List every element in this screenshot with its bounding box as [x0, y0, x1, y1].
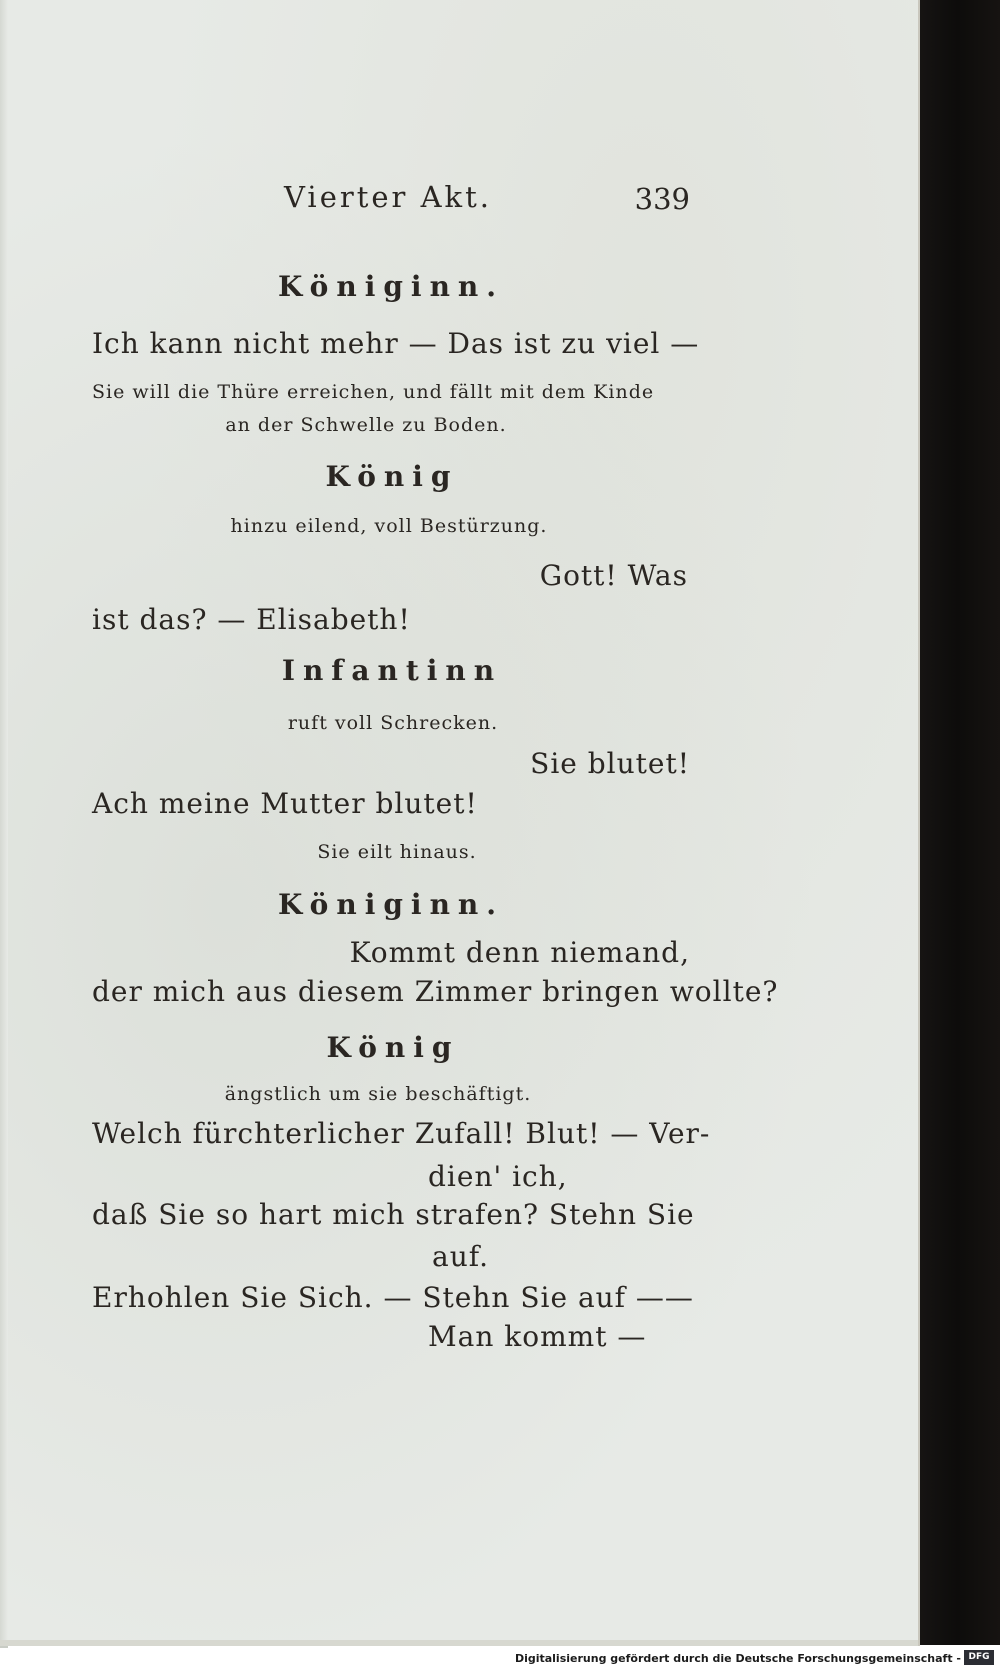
speaker-koeniginn: Königinn. — [277, 888, 505, 921]
running-head: Vierter Akt. — [283, 180, 493, 214]
stage-direction: Sie eilt hinaus. — [317, 841, 477, 863]
verse-line: Welch fürchterlicher Zufall! Blut! — Ver- — [92, 1117, 711, 1150]
verse-line: auf. — [432, 1240, 489, 1273]
verse-line: Man kommt — — [428, 1320, 647, 1353]
digitization-footer — [0, 1646, 1000, 1670]
corner-mark — [0, 1646, 8, 1648]
verse-line: Ich kann nicht mehr — Das ist zu viel — — [92, 327, 700, 360]
verse-line: Sie blutet! — [530, 747, 690, 780]
funding-credit: Digitalisierung gefördert durch die Deutsche Forschungsgemeinschaft - — [514, 1652, 961, 1665]
verse-line: der mich aus diesem Zimmer bringen wollte? — [92, 975, 779, 1008]
verse-line: daß Sie so hart mich strafen? Stehn Sie — [92, 1198, 695, 1231]
stage-direction: ruft voll Schrecken. — [287, 712, 499, 734]
speaker-koeniginn: Königinn. — [277, 270, 505, 303]
verse-line: ist das? — Elisabeth! — [92, 603, 411, 636]
verse-line: Kommt denn niemand, — [349, 936, 690, 969]
stage-direction: hinzu eilend, voll Bestürzung. — [230, 515, 548, 537]
page-number: 339 — [634, 182, 690, 216]
speaker-koenig: König — [326, 1031, 460, 1064]
verse-line: dien' ich, — [428, 1160, 568, 1193]
speaker-infantinn: Infantinn — [281, 654, 503, 687]
stage-direction: an der Schwelle zu Boden. — [225, 414, 507, 436]
verse-line: Erhohlen Sie Sich. — Stehn Sie auf —— — [92, 1281, 694, 1314]
stage-direction: Sie will die Thüre erreichen, und fällt mit dem Kinde — [92, 381, 655, 403]
verse-line: Ach meine Mutter blutet! — [92, 787, 478, 820]
dfg-logo: DFG — [964, 1650, 994, 1665]
verse-line: Gott! Was — [539, 559, 688, 592]
page-left-edge — [0, 0, 8, 1646]
stage-direction: ängstlich um sie beschäftigt. — [224, 1083, 532, 1105]
speaker-koenig: König — [325, 460, 459, 493]
